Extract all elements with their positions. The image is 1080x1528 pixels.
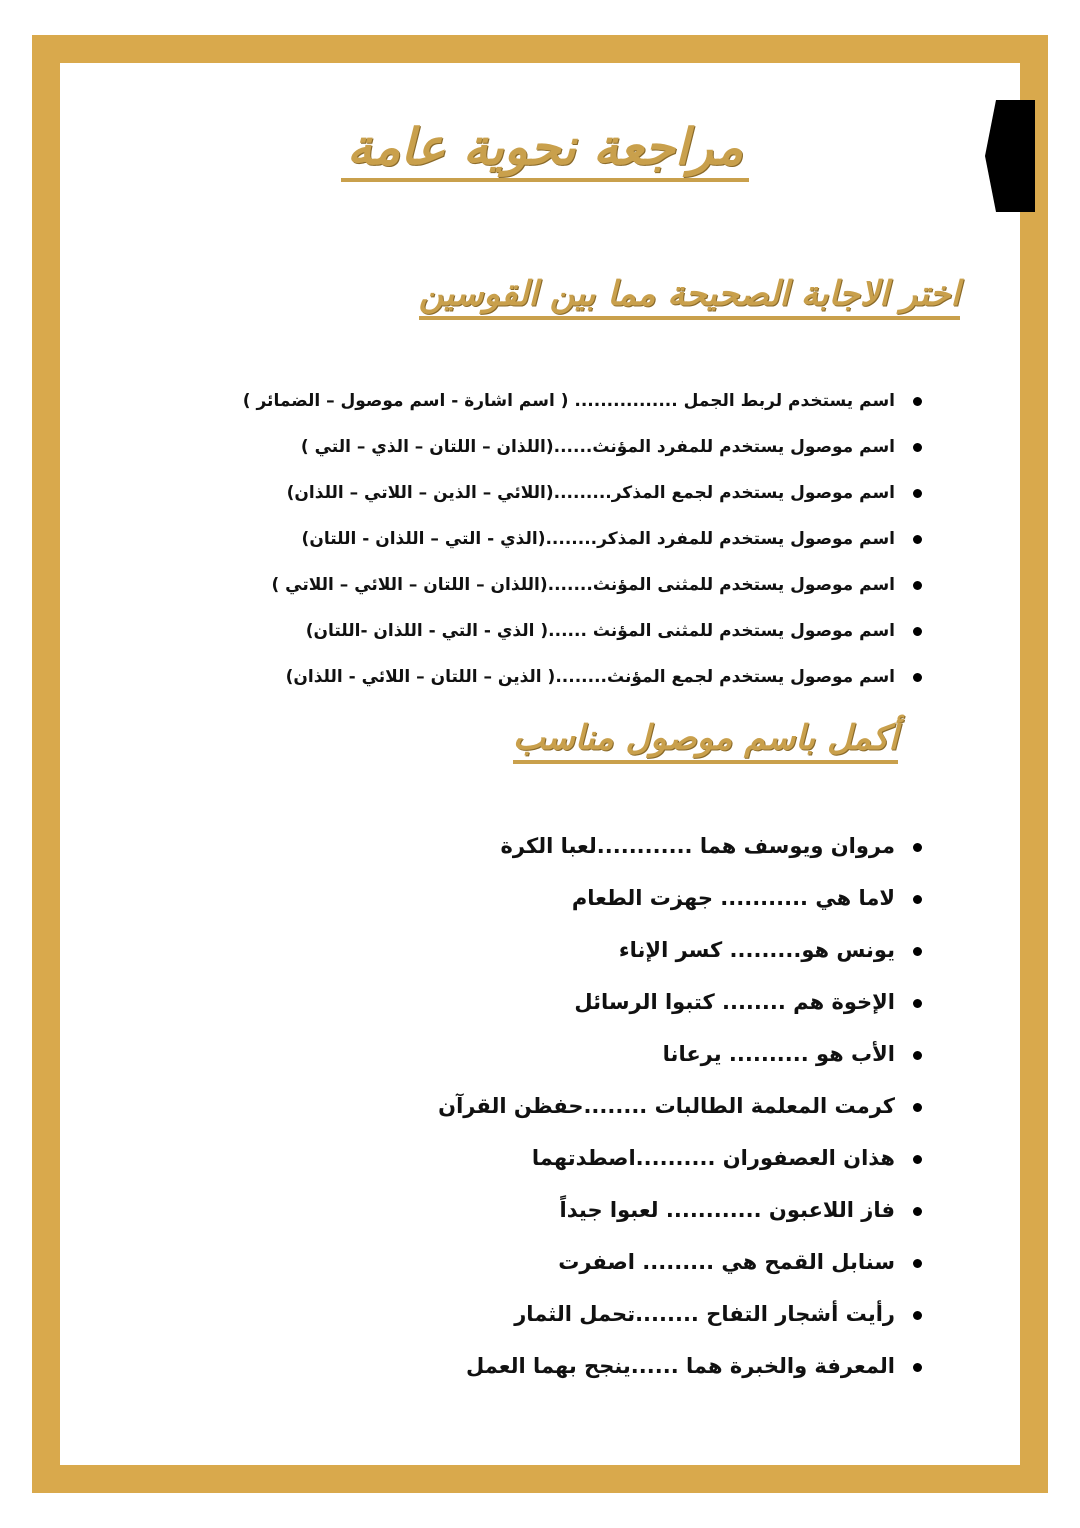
sentence-text: رأيت أشجار التفاح ........تحمل الثمار — [514, 1302, 895, 1326]
list-item — [243, 654, 922, 700]
sentence-text: يونس هو......... كسر الإناء — [618, 938, 895, 962]
sentence-text: المعرفة والخبرة هما ......ينجح بهما العمل — [465, 1354, 895, 1378]
bullet-icon — [913, 489, 922, 498]
list-item — [243, 378, 922, 424]
list-item — [243, 562, 922, 608]
section-2-heading — [513, 712, 898, 764]
section-1-heading — [419, 268, 960, 320]
question-text: اسم يستخدم لربط الجمل ................ ( اسم اشارة - اسم موصول – الضمائر ) — [242, 391, 895, 411]
bullet-icon — [913, 1051, 922, 1060]
bullet-icon — [913, 397, 922, 406]
bullet-icon — [913, 1155, 922, 1164]
list-item — [243, 424, 922, 470]
sentence-text: الأب هو .......... يرعانا — [662, 1042, 895, 1066]
bullet-icon — [913, 843, 922, 852]
bullet-icon — [913, 443, 922, 452]
bullet-icon — [913, 1259, 922, 1268]
question-text: اسم موصول يستخدم للمفرد المذكر........(الذي - التي – اللذان - اللتان) — [301, 529, 895, 549]
question-text: اسم موصول يستخدم للمفرد المؤنث......(اللذان – اللتان – الذي – التي ) — [300, 437, 895, 457]
question-text: اسم موصول يستخدم للمثنى المؤنث.......(اللذان – اللتان – اللائي – اللاتي ) — [271, 575, 895, 595]
section-2-heading-text: أكمل باسم موصول مناسب — [513, 718, 898, 764]
sentence-text: فاز اللاعبون ............ لعبوا جيداً — [559, 1198, 895, 1222]
sentence-text: مروان ويوسف هما ............لعبا الكرة — [500, 834, 895, 858]
bullet-icon — [913, 1311, 922, 1320]
list-item — [438, 1236, 922, 1288]
bullet-icon — [913, 535, 922, 544]
list-item — [438, 924, 922, 976]
list-item — [438, 1028, 922, 1080]
multiple-choice-list — [243, 378, 922, 700]
bullet-icon — [913, 673, 922, 682]
sentence-text: الإخوة هم ........ كتبوا الرسائل — [574, 990, 895, 1014]
question-text: اسم موصول يستخدم لجمع المؤنث........( الذين – اللتان – اللائي - اللذان) — [285, 667, 895, 687]
sentence-text: هذان العصفوران ..........اصطدتهما — [531, 1146, 895, 1170]
list-item — [438, 1184, 922, 1236]
page-title — [250, 112, 840, 182]
list-item — [438, 872, 922, 924]
question-text: اسم موصول يستخدم للمثنى المؤنث ......( الذي - التي - اللذان -اللتان) — [305, 621, 895, 641]
question-text: اسم موصول يستخدم لجمع المذكر.........(اللائي – الذين – اللاتي – اللذان) — [286, 483, 895, 503]
list-item — [438, 1340, 922, 1392]
bullet-icon — [913, 999, 922, 1008]
bullet-icon — [913, 947, 922, 956]
list-item — [438, 820, 922, 872]
list-item — [438, 1080, 922, 1132]
sentence-text: كرمت المعلمة الطالبات ........حفظن القرآن — [438, 1094, 895, 1118]
sentence-text: سنابل القمح هي ......... اصفرت — [558, 1250, 895, 1274]
section-1-heading-text: اختر الاجابة الصحيحة مما بين القوسين — [419, 274, 960, 320]
page-title-text: مراجعة نحوية عامة — [341, 117, 749, 182]
list-item — [438, 1288, 922, 1340]
list-item — [243, 608, 922, 654]
bullet-icon — [913, 581, 922, 590]
bullet-icon — [913, 627, 922, 636]
list-item — [438, 1132, 922, 1184]
list-item — [243, 470, 922, 516]
bullet-icon — [913, 1103, 922, 1112]
list-item — [243, 516, 922, 562]
bullet-icon — [913, 1363, 922, 1372]
bullet-icon — [913, 1207, 922, 1216]
bullet-icon — [913, 895, 922, 904]
sentence-text: لاما هي ........... جهزت الطعام — [571, 886, 895, 910]
fill-in-list — [438, 820, 922, 1392]
list-item — [438, 976, 922, 1028]
